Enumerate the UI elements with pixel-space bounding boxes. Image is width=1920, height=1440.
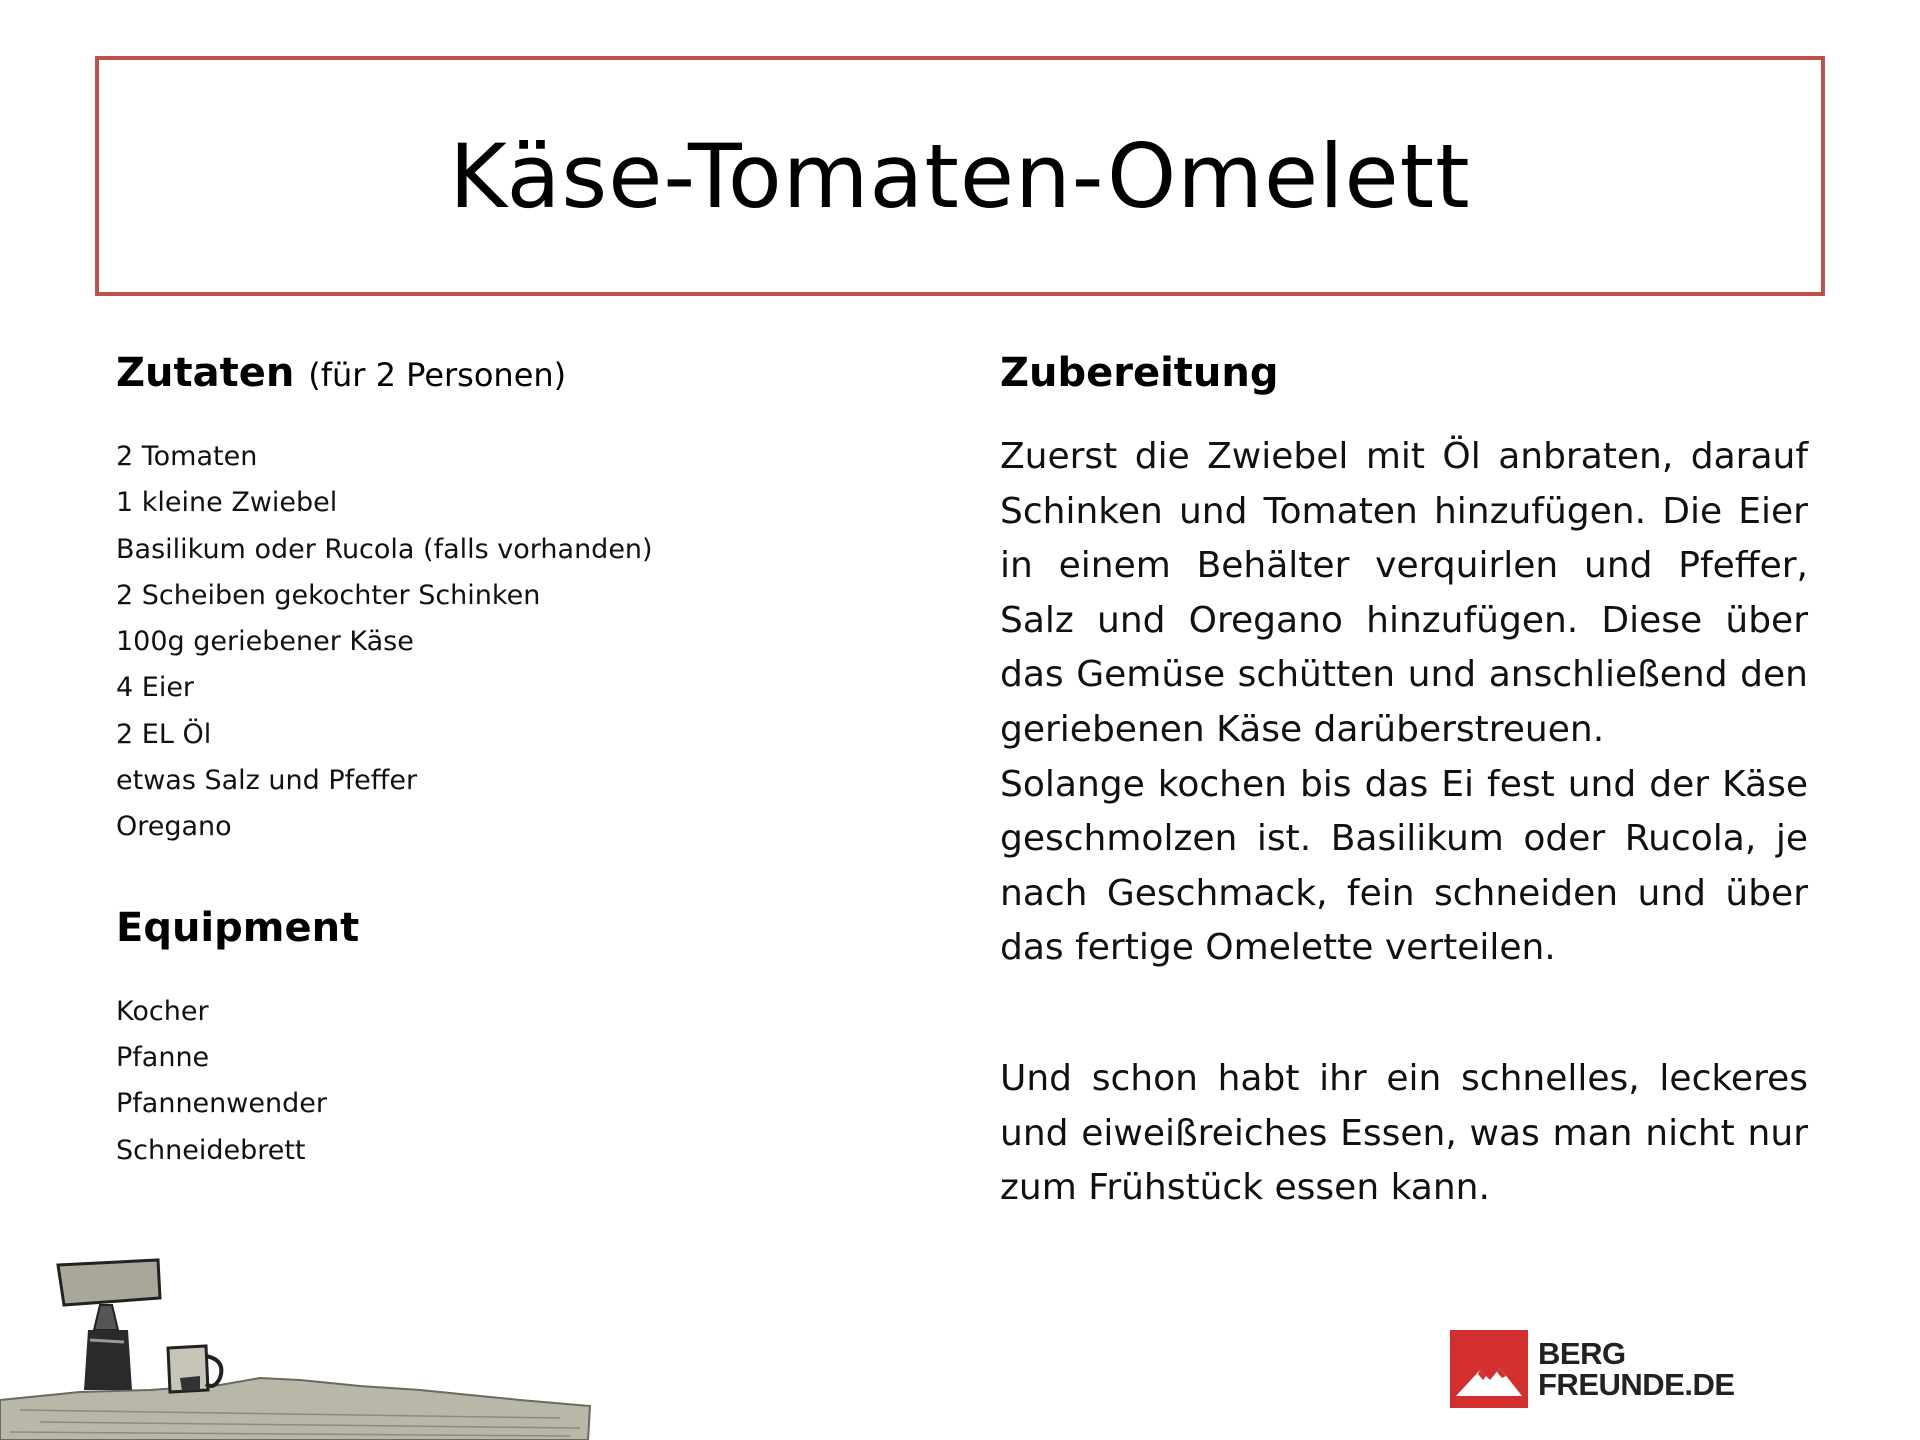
title-box — [95, 56, 1825, 296]
equipment-item: Schneidebrett — [116, 1134, 306, 1166]
ingredients-servings: (für 2 Personen) — [308, 356, 567, 394]
mug-illustration — [168, 1346, 221, 1392]
equipment-item: Kocher — [116, 995, 209, 1027]
ingredient-item: etwas Salz und Pfeffer — [116, 765, 418, 797]
closing-paragraph: Und schon habt ihr ein schnelles, leckeres und eiweißreiches Essen, was man nicht nur zum Frühstück essen kann. — [1000, 1057, 1808, 1209]
equipment-list — [116, 989, 936, 1174]
equipment-item: Pfannenwender — [116, 1088, 327, 1120]
logo-text — [1538, 1338, 1735, 1400]
ingredients-heading — [116, 350, 936, 396]
logo-line-1: BERG — [1538, 1336, 1626, 1371]
bergfreunde-logo — [1450, 1330, 1735, 1408]
logo-mark-icon — [1450, 1330, 1528, 1408]
ingredient-item: 4 Eier — [116, 672, 195, 704]
camping-stove-illustration — [0, 1250, 600, 1440]
left-column — [116, 350, 936, 1174]
ingredient-item: 1 kleine Zwiebel — [116, 487, 338, 519]
ingredient-item: 2 Scheiben gekochter Schinken — [116, 579, 541, 611]
equipment-heading: Equipment — [116, 904, 360, 951]
stove-illustration — [58, 1260, 160, 1390]
logo-line-2: FREUNDE.DE — [1538, 1367, 1735, 1402]
ingredients-list — [116, 434, 936, 851]
preparation-paragraph: Zuerst die Zwiebel mit Öl anbraten, darauf Schinken und Tomaten hinzufügen. Die Eier in einem Behälter verquirlen und Pfeffer, Salz und Oregano hinzufügen. Diese über das Gemüse schütten und anschließend den geriebenen Käse darüberstreuen. — [1000, 436, 1808, 750]
right-column — [1000, 350, 1808, 1216]
ingredient-item: 2 EL Öl — [116, 718, 212, 750]
page-title: Käse-Tomaten-Omelett — [449, 124, 1471, 228]
preparation-heading: Zubereitung — [1000, 350, 1279, 396]
ingredients-heading-label: Zutaten — [116, 350, 295, 396]
equipment-item: Pfanne — [116, 1041, 210, 1073]
ingredient-item: 2 Tomaten — [116, 441, 258, 472]
ingredient-item: Basilikum oder Rucola (falls vorhanden) — [116, 533, 653, 565]
ingredient-item: 100g geriebener Käse — [116, 626, 414, 658]
preparation-paragraph: Solange kochen bis das Ei fest und der Käse geschmolzen ist. Basilikum oder Rucola, je nach Geschmack, fein schneiden und über das fertige Omelette verteilen. — [1000, 763, 1808, 969]
ingredient-item: Oregano — [116, 811, 232, 843]
